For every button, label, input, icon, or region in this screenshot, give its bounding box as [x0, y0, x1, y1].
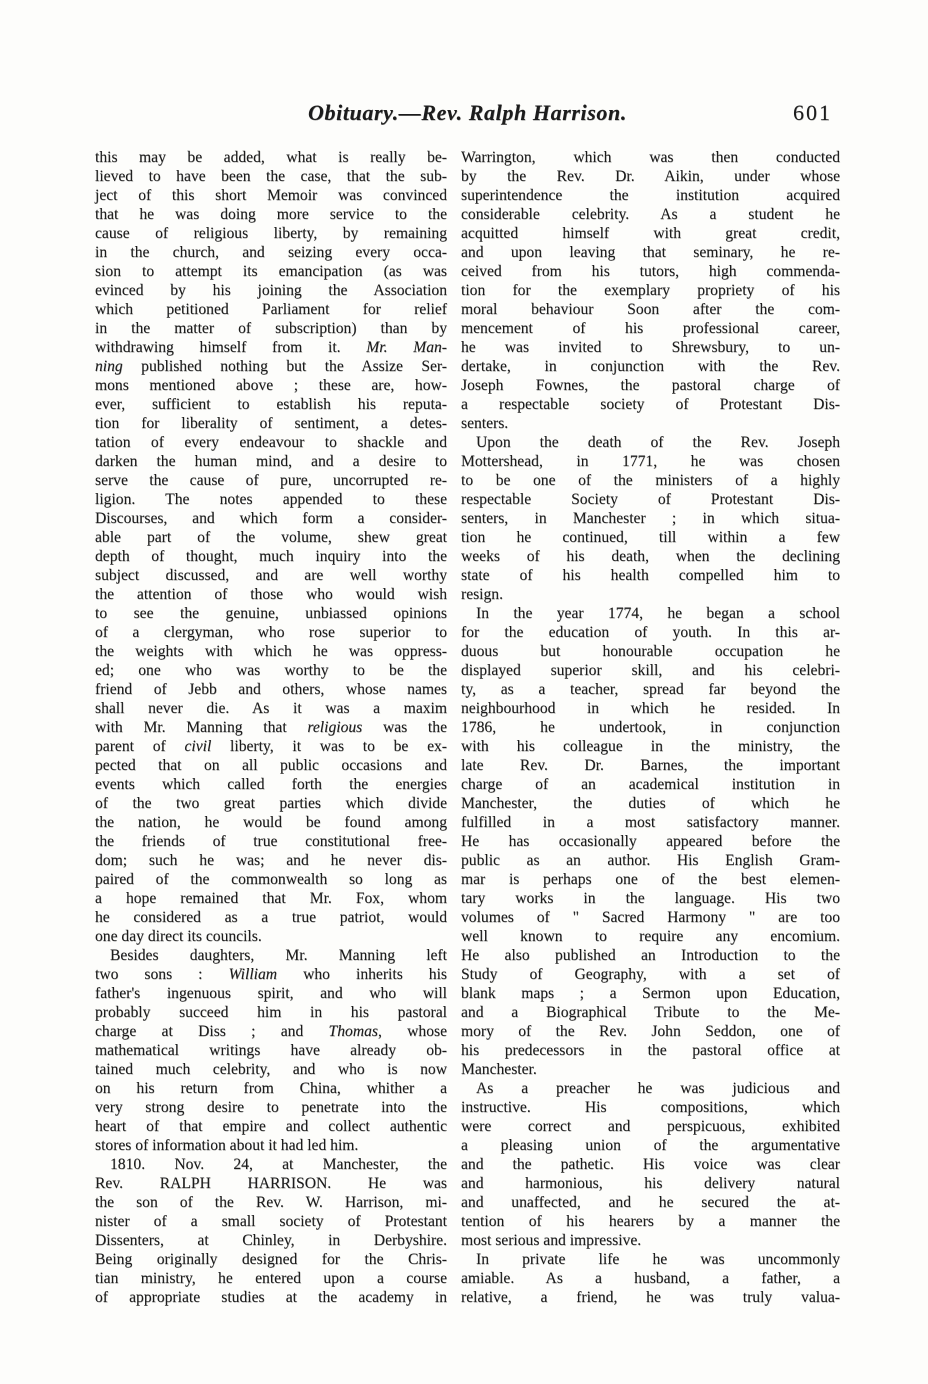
text-line: neighbourhood in which he resided. In: [461, 700, 840, 717]
text-line: He also published an Introduction to the: [461, 947, 840, 964]
text-line: Upon the death of the Rev. Joseph: [476, 434, 840, 451]
text-line: depth of thought, much inquiry into the: [95, 548, 447, 565]
text-line: lieved to have been the case, that the sub-: [95, 168, 447, 185]
text-line: probably succeed him in his pastoral: [95, 1004, 447, 1021]
text-line: tary works in the language. His two: [461, 890, 840, 907]
text-line: he was invited to Shrewsbury, to un-: [461, 339, 840, 356]
text-line: a hope remained that Mr. Fox, whom: [95, 890, 447, 907]
text-line: subject discussed, and are well worthy: [95, 567, 447, 584]
text-line: respectable Society of Protestant Dis-: [461, 491, 840, 508]
text-line: sion to attempt its emancipation (as was: [95, 263, 447, 280]
text-line: on his return from China, whither a: [95, 1080, 447, 1097]
text-line: Being originally designed for the Chris-: [95, 1251, 447, 1268]
text-line: with Mr. Manning that religious was the: [95, 719, 447, 736]
text-line: one day direct its councils.: [95, 928, 262, 945]
text-line: mons mentioned above ; these are, how-: [95, 377, 447, 394]
text-line: pected that on all public occasions and: [95, 757, 447, 774]
text-line: paired of the commonwealth so long as: [95, 871, 447, 888]
text-line: 1810. Nov. 24, at Manchester, the: [110, 1156, 447, 1173]
text-line: Discourses, and which form a consider-: [95, 510, 447, 527]
page-number: 601: [793, 100, 832, 125]
text-line: Joseph Fownes, the pastoral charge of: [461, 377, 840, 394]
text-line: Mottershead, in 1771, he was chosen: [461, 453, 840, 470]
text-line: the friends of true constitutional free-: [95, 833, 447, 850]
text-line: tian ministry, he entered upon a course: [95, 1270, 447, 1287]
text-line: ty, as a teacher, spread far beyond the: [461, 681, 840, 698]
text-line: withdrawing himself from it. Mr. Man-: [95, 339, 447, 356]
text-line: cause of religious liberty, by remaining: [95, 225, 447, 242]
text-line: evinced by his joining the Association: [95, 282, 447, 299]
text-line: his predecessors in the pastoral office at: [461, 1042, 840, 1059]
text-line: the son of the Rev. W. Harrison, mi-: [95, 1194, 447, 1211]
text-line: two sons : William who inherits his: [95, 966, 447, 983]
text-line: mencement of his professional career,: [461, 320, 840, 337]
text-line: resign.: [461, 586, 504, 603]
article-body: [95, 148, 840, 1307]
text-line: instructive. His compositions, which: [461, 1099, 840, 1116]
text-line: acquitted himself with great credit,: [461, 225, 840, 242]
text-line: He has occasionally appeared before the: [461, 833, 840, 850]
text-line: blank maps ; a Sermon upon Education,: [461, 985, 840, 1002]
text-line: ject of this short Memoir was convinced: [95, 187, 447, 204]
text-line: friend of Jebb and others, whose names: [95, 681, 447, 698]
text-line: In the year 1774, he began a school: [476, 605, 840, 622]
text-line: with his colleague in the ministry, the: [461, 738, 840, 755]
text-line: amiable. As a husband, a father, a: [461, 1270, 840, 1287]
text-line: dom; such he was; and he never dis-: [95, 852, 447, 869]
text-line: senters.: [461, 415, 509, 432]
text-line: heart of that empire and collect authentic: [95, 1118, 447, 1135]
text-line: late Rev. Dr. Barnes, the important: [461, 757, 840, 774]
text-line: the attention of those who would wish: [95, 586, 447, 603]
text-line: a respectable society of Protestant Dis-: [461, 396, 840, 413]
column-left: [95, 148, 447, 1307]
text-line: events which called forth the energies: [95, 776, 447, 793]
text-line: senters, in Manchester ; in which situa-: [461, 510, 840, 527]
text-line: 1786, he undertook, in conjunction: [461, 719, 840, 736]
text-line: dertake, in conjunction with the Rev.: [461, 358, 840, 375]
text-line: to be one of the ministers of a highly: [461, 472, 840, 489]
text-line: ed; one who was worthy to be the: [95, 662, 447, 679]
text-line: tained much celebrity, and who is now: [95, 1061, 447, 1078]
text-line: of the two great parties which divide: [95, 795, 447, 812]
text-line: very strong desire to penetrate into the: [95, 1099, 447, 1116]
text-line: for the education of youth. In this ar-: [461, 624, 840, 641]
text-line: fulfilled in a most satisfactory manner.: [461, 814, 840, 831]
text-line: ever, sufficient to establish his reputa-: [95, 396, 447, 413]
text-line: Warrington, which was then conducted: [461, 149, 840, 166]
text-line: of appropriate studies at the academy in: [95, 1289, 447, 1306]
text-line: darken the human mind, and a desire to: [95, 453, 447, 470]
text-line: considerable celebrity. As a student he: [461, 206, 840, 223]
text-line: Besides daughters, Mr. Manning left: [110, 947, 447, 964]
text-line: tion for liberality of sentiment, a detes-: [95, 415, 447, 432]
text-line: he considered as a true patriot, would: [95, 909, 447, 926]
text-line: Rev. RALPH HARRISON. He was: [95, 1175, 447, 1192]
text-line: by the Rev. Dr. Aikin, under whose: [461, 168, 840, 185]
text-line: in the matter of subscription) than by: [95, 320, 447, 337]
text-line: of a clergyman, who rose superior to: [95, 624, 447, 641]
text-line: and the pathetic. His voice was clear: [461, 1156, 840, 1173]
text-line: and upon leaving that seminary, he re-: [461, 244, 840, 261]
text-line: stores of information about it had led him.: [95, 1137, 359, 1154]
text-line: were correct and perspicuous, exhibited: [461, 1118, 840, 1135]
text-line: a pleasing union of the argumentative: [461, 1137, 840, 1154]
text-line: mory of the Rev. John Seddon, one of: [461, 1023, 840, 1040]
text-line: tation of every endeavour to shackle and: [95, 434, 447, 451]
text-line: nister of a small society of Protestant: [95, 1213, 447, 1230]
text-line: tion he continued, till within a few: [461, 529, 840, 546]
text-line: superintendence the institution acquired: [461, 187, 840, 204]
text-line: Dissenters, at Chinley, in Derbyshire.: [95, 1232, 447, 1249]
text-line: serve the cause of pure, uncorrupted re-: [95, 472, 447, 489]
text-line: In private life he was uncommonly: [476, 1251, 840, 1268]
text-line: ning published nothing but the Assize Ser-: [95, 358, 447, 375]
text-line: and unaffected, and he secured the at-: [461, 1194, 840, 1211]
text-line: Manchester, the duties of which he: [461, 795, 840, 812]
text-line: that he was doing more service to the: [95, 206, 447, 223]
text-line: public as an author. His English Gram-: [461, 852, 840, 869]
text-line: relative, a friend, he was truly valua-: [461, 1289, 840, 1306]
text-line: moral behaviour Soon after the com-: [461, 301, 840, 318]
text-line: well known to require any encomium.: [461, 928, 840, 945]
text-line: this may be added, what is really be-: [95, 149, 447, 166]
text-line: father's ingenuous spirit, and who will: [95, 985, 447, 1002]
page-header: [95, 100, 840, 130]
text-line: volumes of " Sacred Harmony " are too: [461, 909, 840, 926]
text-line: able part of the volume, shew great: [95, 529, 447, 546]
text-line: the nation, he would be found among: [95, 814, 447, 831]
text-line: Manchester.: [461, 1061, 537, 1078]
text-line: tion for the exemplary propriety of his: [461, 282, 840, 299]
column-right: [461, 148, 840, 1307]
text-line: shall never die. As it was a maxim: [95, 700, 447, 717]
text-line: and a Biographical Tribute to the Me-: [461, 1004, 840, 1021]
text-line: As a preacher he was judicious and: [476, 1080, 840, 1097]
text-line: charge of an academical institution in: [461, 776, 840, 793]
text-line: mathematical writings have already ob-: [95, 1042, 447, 1059]
text-line: parent of civil liberty, it was to be ex-: [95, 738, 447, 755]
text-line: state of his health compelled him to: [461, 567, 840, 584]
text-line: duous but honourable occupation he: [461, 643, 840, 660]
text-line: Study of Geography, with a set of: [461, 966, 840, 983]
text-line: tention of his hearers by a manner the: [461, 1213, 840, 1230]
text-line: which petitioned Parliament for relief: [95, 301, 447, 318]
text-line: and harmonious, his delivery natural: [461, 1175, 840, 1192]
text-line: weeks of his death, when the declining: [461, 548, 840, 565]
text-line: in the church, and seizing every occa-: [95, 244, 447, 261]
text-line: mar is perhaps one of the best elemen-: [461, 871, 840, 888]
text-line: to see the genuine, unbiassed opinions: [95, 605, 447, 622]
text-line: the weights with which he was oppress-: [95, 643, 447, 660]
text-line: charge at Diss ; and Thomas, whose: [95, 1023, 447, 1040]
page-title: Obituary.—Rev. Ralph Harrison.: [308, 100, 627, 125]
text-line: ligion. The notes appended to these: [95, 491, 447, 508]
text-line: displayed superior skill, and his celebri-: [461, 662, 840, 679]
text-line: ceived from his tutors, high commenda-: [461, 263, 840, 280]
text-line: most serious and impressive.: [461, 1232, 642, 1249]
